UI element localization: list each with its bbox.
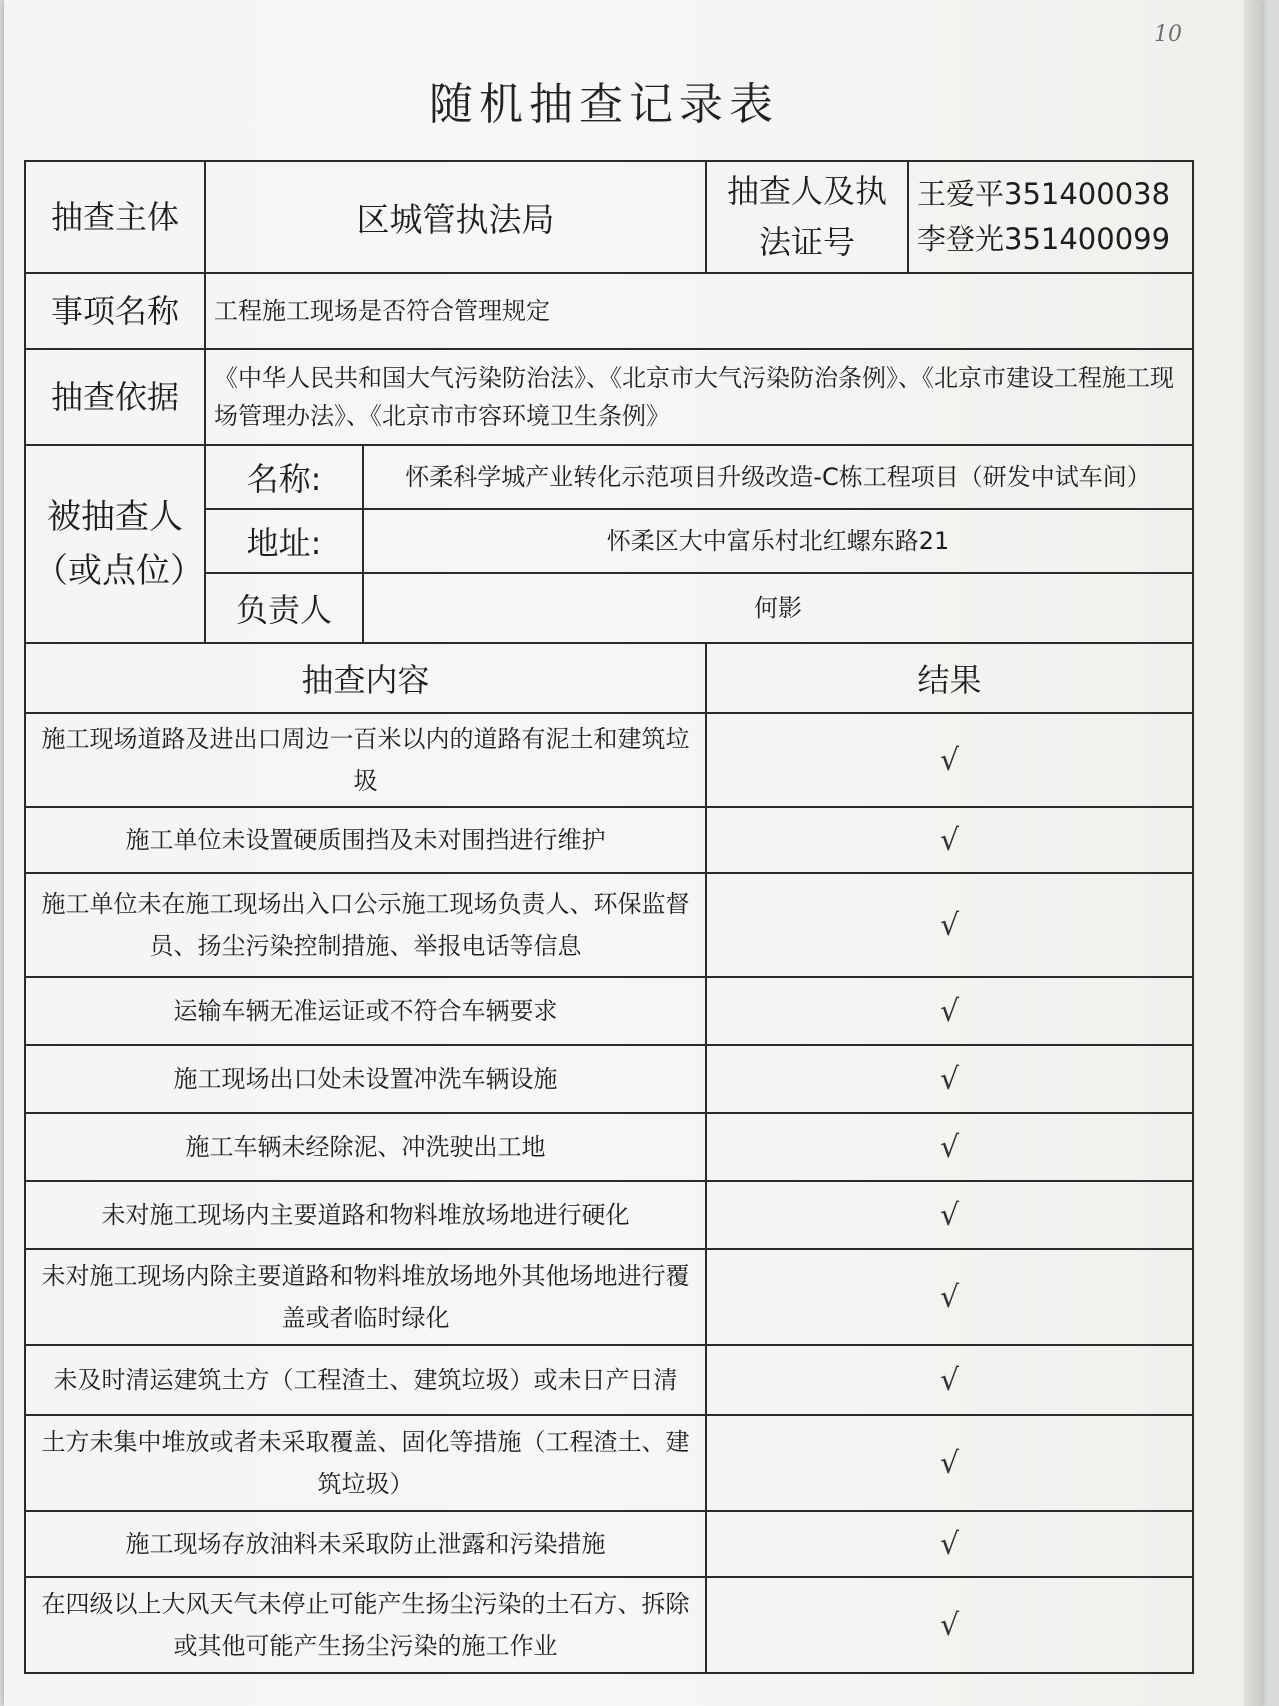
inspector-1: 王爱平351400038 xyxy=(917,177,1171,212)
matter-row xyxy=(25,273,1193,349)
checklist-content: 未对施工现场内除主要道路和物料堆放场地外其他场地进行覆盖或者临时绿化 xyxy=(25,1249,706,1345)
checkmark: √ xyxy=(706,1415,1193,1511)
inspected-person-value: 何影 xyxy=(363,573,1193,643)
inspector-2: 李登光351400099 xyxy=(917,222,1171,257)
inspected-label: 被抽查人（或点位） xyxy=(25,445,205,643)
checklist-row xyxy=(25,1045,1193,1113)
checkmark: √ xyxy=(706,807,1193,873)
checklist-content: 施工现场存放油料未采取防止泄露和污染措施 xyxy=(25,1511,706,1577)
checklist-content: 施工车辆未经除泥、冲洗驶出工地 xyxy=(25,1113,706,1181)
paper-sheet xyxy=(4,0,1262,1706)
form-title: 随机抽查记录表 xyxy=(429,79,779,130)
inspector-list xyxy=(908,161,1193,273)
checkmark: √ xyxy=(706,1113,1193,1181)
subject-value: 区城管执法局 xyxy=(205,161,706,273)
inspected-name-row xyxy=(25,445,1193,509)
basis-value: 《中华人民共和国大气污染防治法》、《北京市大气污染防治条例》、《北京市建设工程施工现场管理办法》、《北京市市容环境卫生条例》 xyxy=(205,349,1193,445)
checklist-content: 施工现场道路及进出口周边一百米以内的道路有泥土和建筑垃圾 xyxy=(25,713,706,807)
checklist-row xyxy=(25,1511,1193,1577)
checkmark: √ xyxy=(706,713,1193,807)
checkmark: √ xyxy=(706,873,1193,977)
basis-row xyxy=(25,349,1193,445)
checklist-row xyxy=(25,807,1193,873)
checklist-row xyxy=(25,1113,1193,1181)
checklist-content: 施工单位未在施工现场出入口公示施工现场负责人、环保监督员、扬尘污染控制措施、举报电话等信息 xyxy=(25,873,706,977)
checkmark: √ xyxy=(706,977,1193,1045)
inspected-address-label: 地址: xyxy=(205,509,363,573)
sheet-edge xyxy=(1244,0,1262,1706)
checklist-content: 未对施工现场内主要道路和物料堆放场地进行硬化 xyxy=(25,1181,706,1249)
checkmark: √ xyxy=(706,1345,1193,1415)
basis-label: 抽查依据 xyxy=(25,349,205,445)
checkmark: √ xyxy=(706,1249,1193,1345)
subject-row xyxy=(25,161,1193,273)
checklist-content: 施工单位未设置硬质围挡及未对围挡进行维护 xyxy=(25,807,706,873)
inspector-label: 抽查人及执法证号 xyxy=(706,161,908,273)
inspected-address-value: 怀柔区大中富乐村北红螺东路21 xyxy=(363,509,1193,573)
checklist-row xyxy=(25,1345,1193,1415)
checkmark: √ xyxy=(706,1181,1193,1249)
checklist-header-row xyxy=(25,643,1193,713)
checklist-content: 运输车辆无准运证或不符合车辆要求 xyxy=(25,977,706,1045)
inspected-name-value: 怀柔科学城产业转化示范项目升级改造-C栋工程项目（研发中试车间） xyxy=(363,445,1193,509)
matter-label: 事项名称 xyxy=(25,273,205,349)
result-header: 结果 xyxy=(706,643,1193,713)
checklist-row xyxy=(25,713,1193,807)
checklist-row xyxy=(25,1577,1193,1673)
checkmark: √ xyxy=(706,1577,1193,1673)
checklist-content: 未及时清运建筑土方（工程渣土、建筑垃圾）或未日产日清 xyxy=(25,1345,706,1415)
checkmark: √ xyxy=(706,1511,1193,1577)
checklist-row xyxy=(25,1181,1193,1249)
page-mark: 10 xyxy=(1154,22,1182,47)
checklist-content: 在四级以上大风天气未停止可能产生扬尘污染的土石方、拆除或其他可能产生扬尘污染的施工作业 xyxy=(25,1577,706,1673)
checklist-row xyxy=(25,1249,1193,1345)
checkmark: √ xyxy=(706,1045,1193,1113)
subject-label: 抽查主体 xyxy=(25,161,205,273)
inspected-person-label: 负责人 xyxy=(205,573,363,643)
inspection-form xyxy=(24,160,1194,1674)
content-header: 抽查内容 xyxy=(25,643,706,713)
checklist-content: 施工现场出口处未设置冲洗车辆设施 xyxy=(25,1045,706,1113)
inspected-name-label: 名称: xyxy=(205,445,363,509)
checklist-row xyxy=(25,1415,1193,1511)
checklist-row xyxy=(25,977,1193,1045)
checklist-content: 土方未集中堆放或者未采取覆盖、固化等措施（工程渣土、建筑垃圾） xyxy=(25,1415,706,1511)
checklist-row xyxy=(25,873,1193,977)
matter-value: 工程施工现场是否符合管理规定 xyxy=(205,273,1193,349)
